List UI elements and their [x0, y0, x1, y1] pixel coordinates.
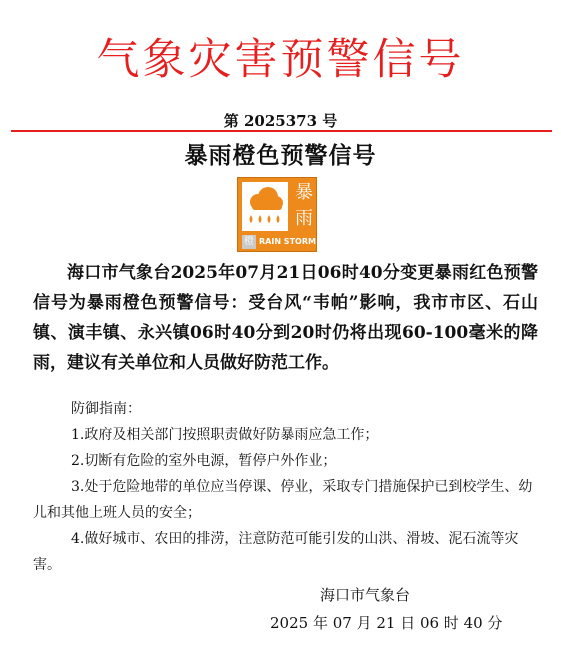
issuer-name: 海口市气象台: [320, 586, 411, 604]
rain-cloud-svg: [242, 182, 288, 231]
page-title: 气象灾害预警信号: [96, 35, 465, 85]
issue-date: 2025 年 07 月 21 日 06 时 40 分: [270, 614, 503, 632]
guide-heading: 防御指南：: [71, 401, 141, 417]
header-divider: [11, 130, 552, 132]
signal-level: 橙: [244, 236, 254, 247]
rainstorm-signal-icon: [237, 177, 317, 252]
signal-char-2: 雨: [295, 208, 313, 229]
rain-cloud-icon: [242, 182, 288, 231]
signal-char-1: 暴: [295, 182, 313, 203]
guide-item: 2.切断有危险的室外电源，暂停户外作业；: [71, 453, 337, 469]
defense-guide: [33, 396, 533, 578]
guide-item: 4.做好城市、农田的排涝，注意防范可能引发的山洪、滑坡、泥石流等灾害。: [33, 531, 519, 573]
alert-title: 暴雨橙色预警信号: [184, 142, 377, 169]
guide-item: 3.处于危险地带的单位应当停课、停业，采取专门措施保护已到校学生、幼儿和其他上班人员的安全；: [33, 479, 533, 521]
guide-item: 1.政府及相关部门按照职责做好防暴雨应急工作；: [71, 427, 379, 443]
alert-body: 海口市气象台2025年07月21日06时40分变更暴雨红色预警信号为暴雨橙色预警信号：受台风“韦帕”影响，我市市区、石山镇、演丰镇、永兴镇06时40分到20时仍将出现60-100毫米的降雨，建议有关单位和人员做好防范工作。: [33, 263, 538, 373]
signal-caption: RAIN STORM: [259, 237, 316, 246]
document-number: 第 2025373 号: [223, 112, 338, 130]
signal-characters: [292, 180, 316, 232]
